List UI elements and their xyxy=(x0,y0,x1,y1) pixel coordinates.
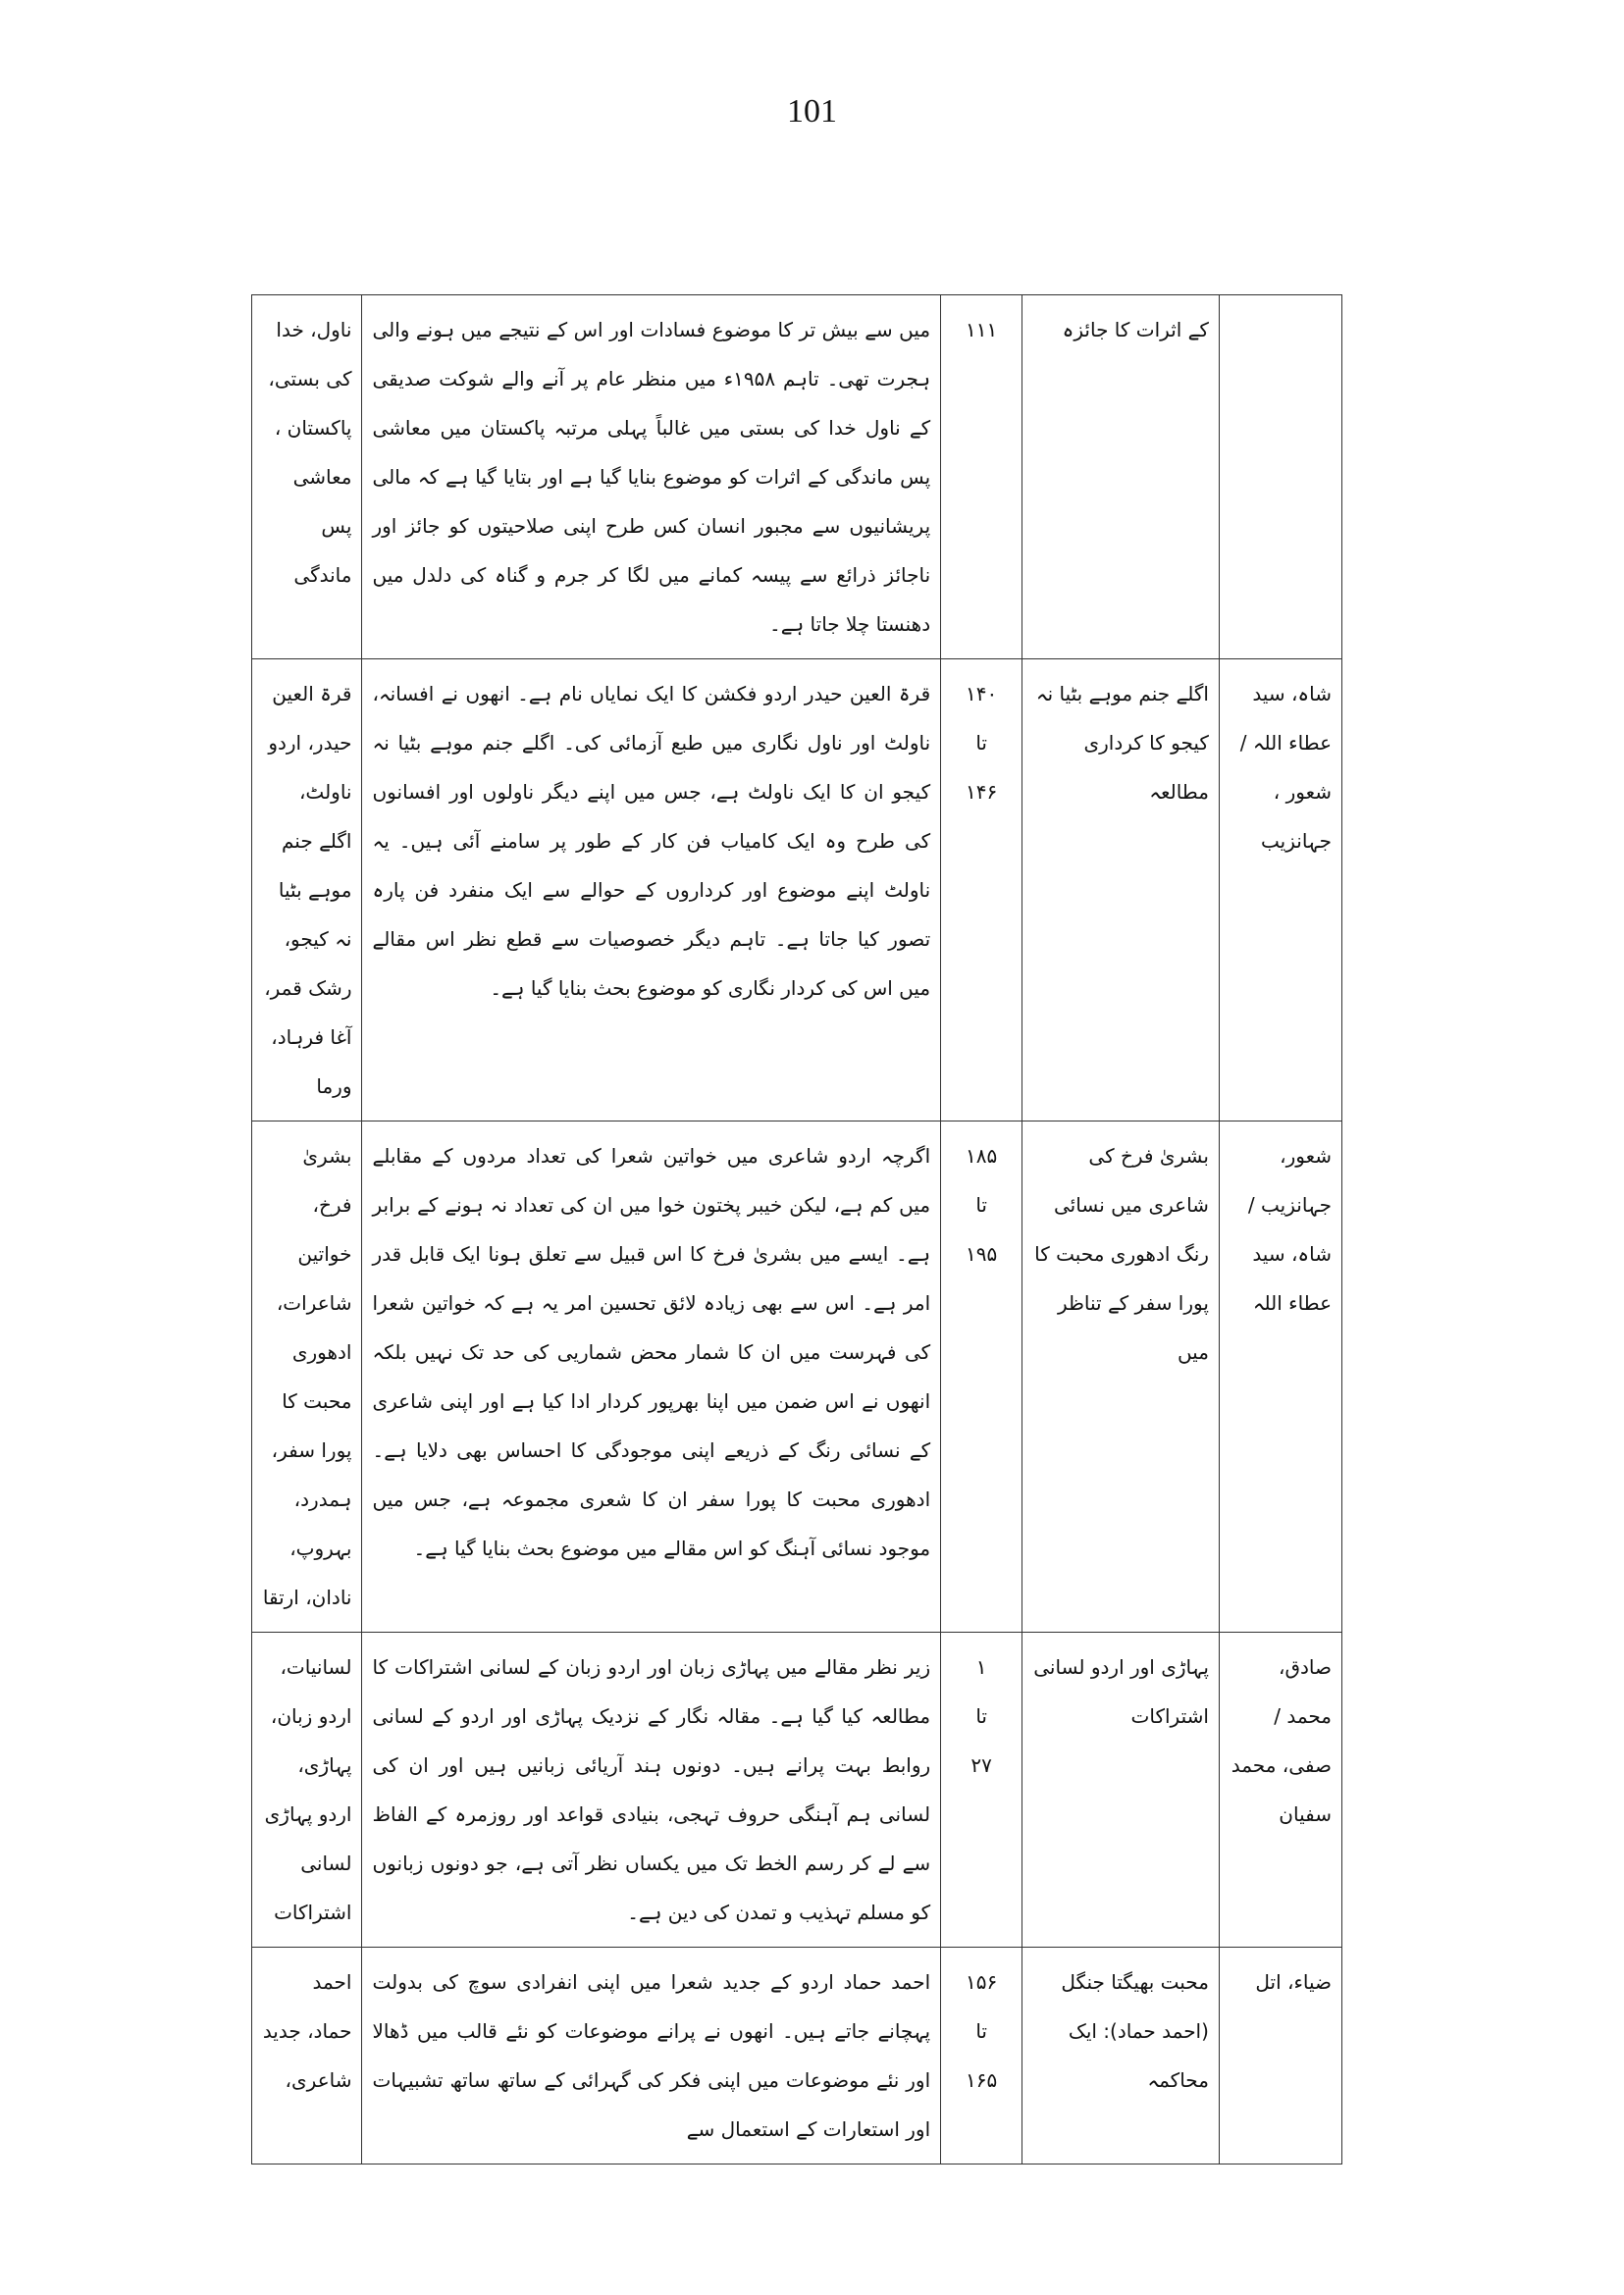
author-cell: شاہ، سید عطاء اللہ / شعور ، جہانزیب xyxy=(1219,659,1341,1121)
table-row xyxy=(252,1633,1342,1948)
table-row xyxy=(252,659,1342,1121)
abstract-cell: قرۃ العین حیدر اردو فکشن کا ایک نمایاں نام ہے۔ انھوں نے افسانہ، ناولٹ اور ناول نگاری میں طبع آزمائی کی۔ اگلے جنم موہے بٹیا نہ کیجو ان کا ایک ناولٹ ہے، جس میں اپنے دیگر ناولوں اور افسانوں کی طرح وہ ایک کامیاب فن کار کے طور پر سامنے آئی ہیں۔ یہ ناولٹ اپنے موضوع اور کرداروں کے حوالے سے ایک منفرد فن پارہ تصور کیا جاتا ہے۔ تاہم دیگر خصوصیات سے قطع نظر اس مقالے میں اس کی کردار نگاری کو موضوع بحث بنایا گیا ہے۔ xyxy=(362,659,941,1121)
title-cell: محبت بھیگتا جنگل (احمد حماد): ایک محاکمہ xyxy=(1022,1948,1220,2165)
abstract-cell: زیر نظر مقالے میں پہاڑی زبان اور اردو زبان کے لسانی اشتراکات کا مطالعہ کیا گیا ہے۔ مقالہ نگار کے نزدیک پہاڑی اور اردو کے لسانی روابط بہت پرانے ہیں۔ دونوں ہند آریائی زبانیں ہیں اور ان کی لسانی ہم آہنگی حروف تہجی، بنیادی قواعد اور روزمرہ کے الفاظ سے لے کر رسم الخط تک میں یکساں نظر آتی ہے، جو دونوں زبانوں کو مسلم تہذیب و تمدن کی دین ہے۔ xyxy=(362,1633,941,1948)
page-range-start: ۱ xyxy=(975,1655,987,1679)
page-range-separator: تا xyxy=(975,1704,987,1728)
author-cell xyxy=(1219,295,1341,659)
author-cell: شعور، جہانزیب / شاہ، سید عطاء اللہ xyxy=(1219,1121,1341,1633)
page-range-separator: تا xyxy=(975,1193,987,1217)
table-row xyxy=(252,1121,1342,1633)
abstract-cell: احمد حماد اردو کے جدید شعرا میں اپنی انفرادی سوچ کی بدولت پہچانے جاتے ہیں۔ انھوں نے پرانے موضوعات کو نئے قالب میں ڈھالا اور نئے موضوعات میں اپنی فکر کی گہرائی کے ساتھ ساتھ تشبیہات اور استعارات کے استعمال سے xyxy=(362,1948,941,2165)
page-range-end: ۲۷ xyxy=(970,1753,992,1777)
page-range-end: ۱۴۶ xyxy=(966,780,998,804)
author-cell: ضیاء، اتل xyxy=(1219,1948,1341,2165)
keywords-cell: لسانیات، اردو زبان، پہاڑی، اردو پہاڑی لسانی اشتراکات xyxy=(252,1633,362,1948)
page-range-end: ۱۶۵ xyxy=(966,2068,998,2092)
title-cell: اگلے جنم موہے بٹیا نہ کیجو کا کرداری مطالعہ xyxy=(1022,659,1220,1121)
page-range-start: ۱۵۶ xyxy=(966,1970,998,1994)
keywords-cell: بشریٰ فرخ، خواتین شاعرات، ادھوری محبت کا پورا سفر، ہمدرد، بہروپ، نادان، ارتقا xyxy=(252,1121,362,1633)
pages-cell xyxy=(941,1633,1022,1948)
keywords-cell: قرۃ العین حیدر، اردو ناولٹ، اگلے جنم موہے بٹیا نہ کیجو، رشک قمر، آغا فرہاد، ورما xyxy=(252,659,362,1121)
table-row xyxy=(252,295,1342,659)
keywords-cell: ناول، خدا کی بستی، پاکستان ، معاشی پس ماندگی xyxy=(252,295,362,659)
abstract-cell: اگرچہ اردو شاعری میں خواتین شعرا کی تعداد مردوں کے مقابلے میں کم ہے، لیکن خیبر پختون خوا میں ان کی تعداد نہ ہونے کے برابر ہے۔ ایسے میں بشریٰ فرخ کا اس قبیل سے تعلق ہونا ایک قابل قدر امر ہے۔ اس سے بھی زیادہ لائق تحسین امر یہ ہے کہ خواتین شعرا کی فہرست میں ان کا شمار محض شماریی کی حد تک نہیں بلکہ انھوں نے اس ضمن میں اپنا بھرپور کردار ادا کیا ہے اور اپنی شاعری کے نسائی رنگ کے ذریعے اپنی موجودگی کا احساس بھی دلایا ہے۔ ادھوری محبت کا پورا سفر ان کا شعری مجموعہ ہے، جس میں موجود نسائی آہنگ کو اس مقالے میں موضوع بحث بنایا گیا ہے۔ xyxy=(362,1121,941,1633)
table-row xyxy=(252,1948,1342,2165)
page-range-separator: تا xyxy=(975,2019,987,2043)
page-range-end: ۱۹۵ xyxy=(966,1242,998,1266)
keywords-cell: احمد حماد، جدید شاعری، xyxy=(252,1948,362,2165)
title-cell: کے اثرات کا جائزہ xyxy=(1022,295,1220,659)
page-range-start: ۱۱۱ xyxy=(966,318,998,341)
page-number: 101 xyxy=(787,93,837,130)
abstract-cell: میں سے بیش تر کا موضوع فسادات اور اس کے نتیجے میں ہونے والی ہجرت تھی۔ تاہم ۱۹۵۸ء میں منظر عام پر آنے والے شوکت صدیقی کے ناول خدا کی بستی میں غالباً پہلی مرتبہ پاکستان میں معاشی پس ماندگی کے اثرات کو موضوع بنایا گیا ہے اور بتایا گیا ہے کہ مالی پریشانیوں سے مجبور انسان کس طرح اپنی صلاحیتوں کو جائز اور ناجائز ذرائع سے پیسہ کمانے میں لگا کر جرم و گناہ کی دلدل میں دھنستا چلا جاتا ہے۔ xyxy=(362,295,941,659)
title-cell: پہاڑی اور اردو لسانی اشتراکات xyxy=(1022,1633,1220,1948)
pages-cell xyxy=(941,1121,1022,1633)
author-cell: صادق، محمد / صفی، محمد سفیان xyxy=(1219,1633,1341,1948)
bibliography-table xyxy=(251,294,1342,2165)
page-range-start: ۱۸۵ xyxy=(966,1144,998,1168)
page-range-start: ۱۴۰ xyxy=(966,682,998,705)
pages-cell xyxy=(941,295,1022,659)
pages-cell xyxy=(941,659,1022,1121)
title-cell: بشریٰ فرخ کی شاعری میں نسائی رنگ ادھوری محبت کا پورا سفر کے تناظر میں xyxy=(1022,1121,1220,1633)
pages-cell xyxy=(941,1948,1022,2165)
page-range-separator: تا xyxy=(975,731,987,755)
